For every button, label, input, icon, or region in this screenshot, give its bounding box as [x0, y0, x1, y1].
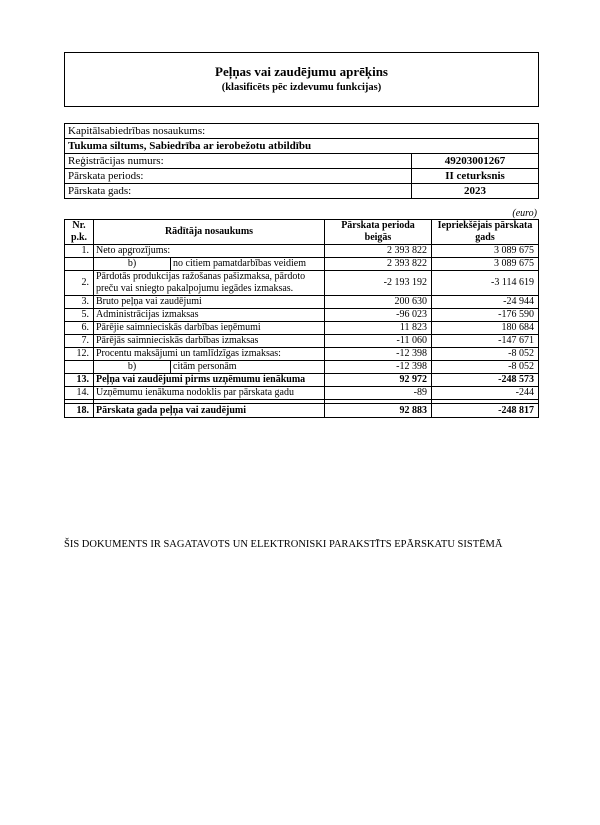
row-current: -12 398 [325, 348, 432, 361]
row-previous: -244 [432, 387, 539, 400]
row-sub: b) [94, 361, 171, 374]
page-subtitle: (klasificēts pēc izdevumu funkcijas) [221, 82, 382, 93]
row-previous: -3 114 619 [432, 271, 539, 296]
table-row [65, 271, 539, 296]
row-current: 2 393 822 [325, 258, 432, 271]
row-nr: 13. [65, 374, 94, 387]
row-sub: b) [94, 258, 171, 271]
reg-value: 49203001267 [412, 154, 539, 169]
row-nr [65, 258, 94, 271]
row-label: Pārskata gada peļņa vai zaudējumi [94, 404, 325, 418]
row-current: -12 398 [325, 361, 432, 374]
row-label: citām personām [171, 361, 325, 374]
table-row [65, 296, 539, 309]
row-previous: -248 817 [432, 404, 539, 418]
row-nr [65, 361, 94, 374]
income-statement-table [64, 219, 539, 418]
table-row [65, 361, 539, 374]
row-nr: 14. [65, 387, 94, 400]
row-previous: 3 089 675 [432, 245, 539, 258]
row-previous: -24 944 [432, 296, 539, 309]
year-value: 2023 [412, 184, 539, 199]
row-previous: -176 590 [432, 309, 539, 322]
period-value: II ceturksnis [412, 169, 539, 184]
row-label: Pārdotās produkcijas ražošanas pašizmaksa, pārdoto preču vai sniegto pakalpojumu iegādes izmaksas. [94, 271, 325, 296]
period-label: Pārskata periods: [65, 169, 412, 184]
row-nr: 7. [65, 335, 94, 348]
page-title: Peļņas vai zaudējumu aprēķins [215, 64, 388, 79]
row-previous: 3 089 675 [432, 258, 539, 271]
table-row [65, 335, 539, 348]
row-nr: 2. [65, 271, 94, 296]
row-label: Administrācijas izmaksas [94, 309, 325, 322]
row-current: -11 060 [325, 335, 432, 348]
footer-note: ŠIS DOKUMENTS IR SAGATAVOTS UN ELEKTRONISKI PARAKSTĪTS EPĀRSKATU SISTĒMĀ [64, 539, 503, 550]
reg-label: Reģistrācijas numurs: [65, 154, 412, 169]
year-label: Pārskata gads: [65, 184, 412, 199]
row-label: Bruto peļņa vai zaudējumi [94, 296, 325, 309]
row-label: Procentu maksājumi un tamlīdzīgas izmaksas: [94, 348, 325, 361]
company-label: Kapitālsabiedrības nosaukums: [65, 124, 539, 139]
row-previous: -8 052 [432, 361, 539, 374]
company-name: Tukuma siltums, Sabiedrība ar ierobežotu atbildību [65, 139, 539, 154]
title-box [64, 52, 539, 107]
row-previous: -8 052 [432, 348, 539, 361]
row-current: -89 [325, 387, 432, 400]
table-row [65, 309, 539, 322]
row-nr: 18. [65, 404, 94, 418]
header-current: Pārskata perioda beigās [325, 220, 432, 245]
header-nr: Nr. p.k. [65, 220, 94, 245]
row-previous: 180 684 [432, 322, 539, 335]
row-label: Uzņēmumu ienākuma nodoklis par pārskata gadu [94, 387, 325, 400]
table-row [65, 322, 539, 335]
row-current: 2 393 822 [325, 245, 432, 258]
table-row [65, 258, 539, 271]
table-row [65, 245, 539, 258]
row-current: -2 193 192 [325, 271, 432, 296]
row-nr: 6. [65, 322, 94, 335]
currency-note: (euro) [512, 208, 537, 219]
row-previous: -147 671 [432, 335, 539, 348]
row-nr: 1. [65, 245, 94, 258]
row-current: 11 823 [325, 322, 432, 335]
table-row [65, 374, 539, 387]
row-label: no citiem pamatdarbības veidiem [171, 258, 325, 271]
header-previous: Iepriekšējais pārskata gads [432, 220, 539, 245]
row-nr: 5. [65, 309, 94, 322]
row-label: Pārējie saimnieciskās darbības ieņēmumi [94, 322, 325, 335]
table-row [65, 348, 539, 361]
row-previous: -248 573 [432, 374, 539, 387]
company-info-table [64, 123, 539, 199]
row-current: -96 023 [325, 309, 432, 322]
row-current: 92 972 [325, 374, 432, 387]
row-nr: 3. [65, 296, 94, 309]
row-label: Neto apgrozījums: [94, 245, 325, 258]
row-current: 200 630 [325, 296, 432, 309]
table-row [65, 404, 539, 418]
row-label: Pārējās saimnieciskās darbības izmaksas [94, 335, 325, 348]
row-current: 92 883 [325, 404, 432, 418]
row-label: Peļņa vai zaudējumi pirms uzņēmumu ienākuma [94, 374, 325, 387]
header-name: Rādītāja nosaukums [94, 220, 325, 245]
table-row [65, 387, 539, 400]
row-nr: 12. [65, 348, 94, 361]
